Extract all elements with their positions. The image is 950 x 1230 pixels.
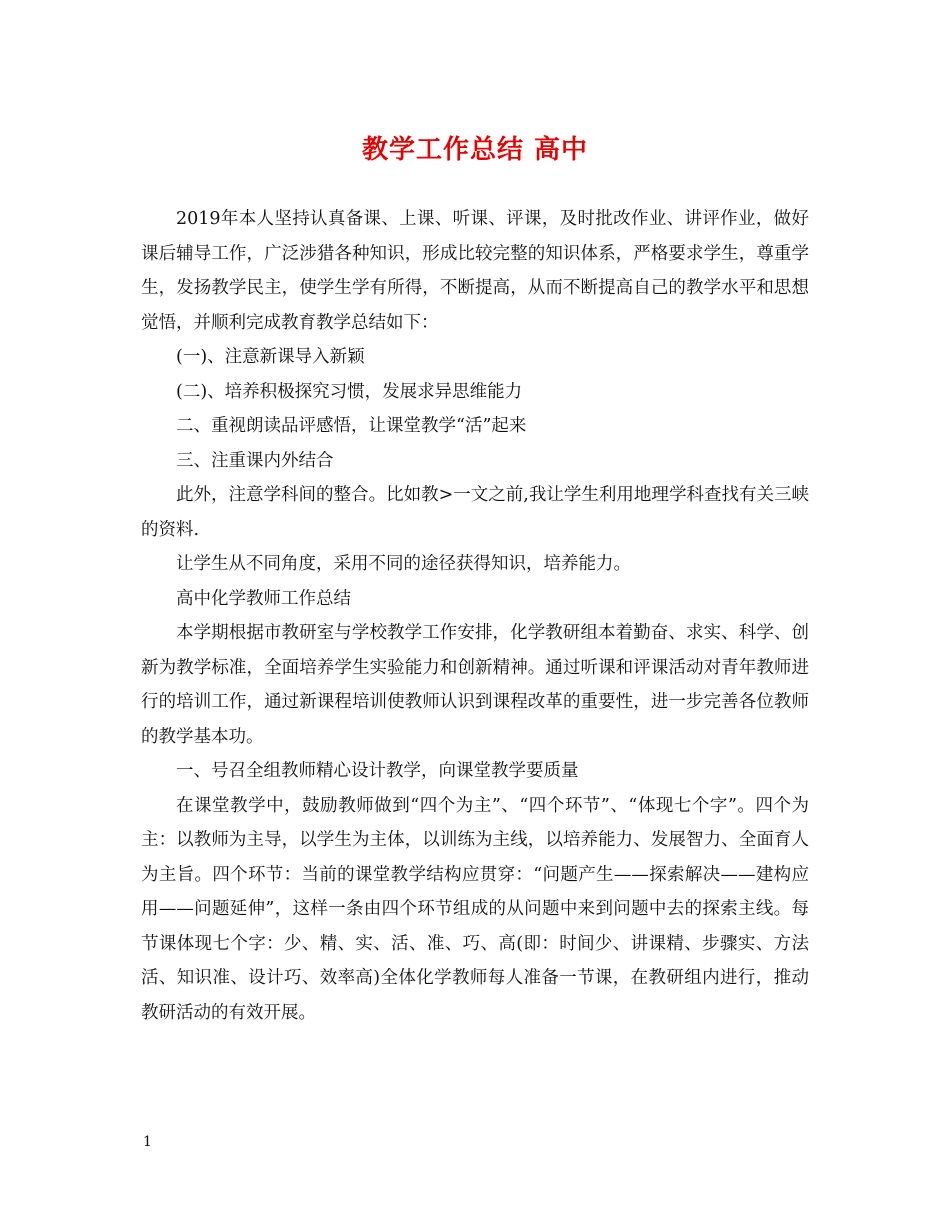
paragraph-chem-title: 高中化学教师工作总结 [176, 588, 351, 609]
paragraph-intro: 2019年本人坚持认真备课、上课、听课、评课，及时批改作业、讲评作业，做好课后辅导工作，广泛涉猎各种知识，形成比较完整的知识体系，严格要求学生，尊重学生，发扬教学民主，使学生学有所得，不断提高，从而不断提高自己的教学水平和思想觉悟，并顺利完成教育教学总结如下： [141, 209, 809, 333]
paragraph-chem-intro: 本学期根据市教研室与学校教学工作安排，化学教研组本着勤奋、求实、科学、创新为教学标准，全面培养学生实验能力和创新精神。通过听课和评课活动对青年教师进行的培训工作，通过新课程培训使教师认识到课程改革的重要性，进一步完善各位教师的教学基本功。 [141, 623, 809, 747]
paragraph-chem-detail: 在课堂教学中，鼓励教师做到“四个为主”、“四个环节”、“体现七个字”。四个为主：以教师为主导，以学生为主体，以训练为主线，以培养能力、发展智力、全面育人为主旨。四个环节：当前的课堂教学结构应贯穿：“问题产生——探索解决——建构应用——问题延伸”，这样一条由四个环节组成的从问题中来到问题中去的探索主线。每节课体现七个字：少、精、实、活、准、巧、高(即：时间少、讲课精、步骤实、方法活、知识准、设计巧、效率高)全体化学教师每人准备一节课，在教研组内进行，推动教研活动的有效开展。 [141, 795, 809, 1023]
paragraph-heading-1: (一)、注意新课导入新颖 [176, 347, 365, 367]
paragraph-chem-heading-1: 一、号召全组教师精心设计教学，向课堂教学要质量 [176, 761, 579, 781]
paragraph-ability: 让学生从不同角度，采用不同的途径获得知识，培养能力。 [176, 554, 631, 574]
document-title: 教学工作总结 高中 [361, 135, 589, 165]
paragraph-heading-2: (二)、培养积极探究习惯，发展求异思维能力 [176, 381, 523, 402]
paragraph-integration: 此外，注意学科间的整合。比如教>一文之前,我让学生利用地理学科查找有关三峡的资料. [141, 485, 809, 540]
document-body [141, 202, 809, 1030]
paragraph-heading-3: 二、重视朗读品评感悟，让课堂教学“活”起来 [176, 416, 527, 436]
paragraph-heading-4: 三、注重课内外结合 [176, 450, 334, 471]
page-number: 1 [143, 1134, 152, 1150]
